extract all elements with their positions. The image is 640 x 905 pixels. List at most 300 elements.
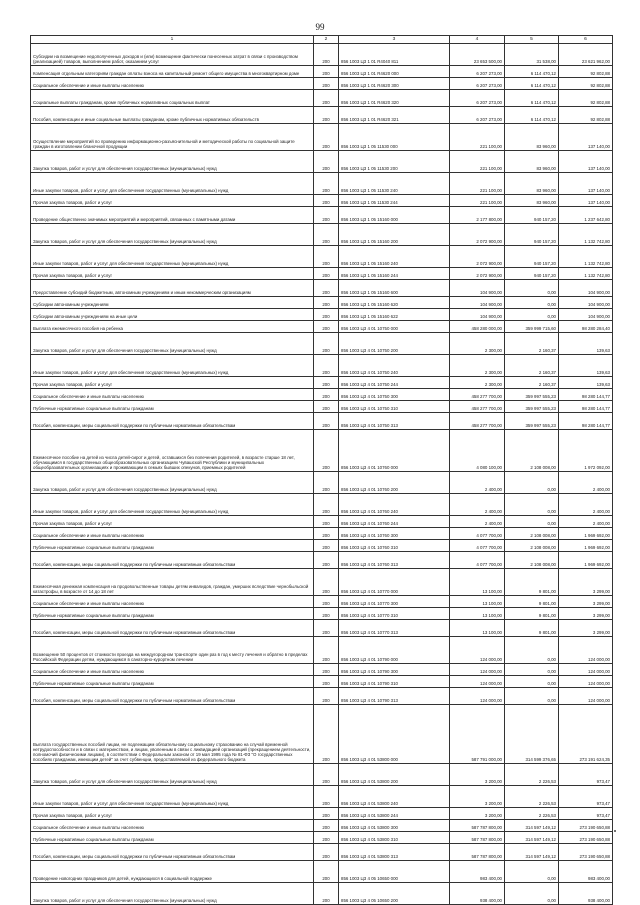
row-name-cell: Иные закупки товаров, работ и услуг для обеспечения государственных (муниципальных) нужд <box>31 494 314 516</box>
row-name-cell: Пособия, компенсации, меры социальной поддержки по публичным нормативным обязательствам <box>31 844 314 861</box>
row-admin-code-cell: 200 <box>314 90 339 107</box>
row-approved-amount-cell: 4 080 100,00 <box>450 430 505 472</box>
row-approved-amount-cell: 124 000,00 <box>450 688 505 705</box>
row-name-cell: Публичные нормативные социальные выплаты гражданам <box>31 832 314 844</box>
row-unexecuted-amount-cell: 1 969 692,00 <box>559 552 613 569</box>
row-approved-amount-cell: 221 100,00 <box>450 195 505 207</box>
row-approved-amount-cell: 124 000,00 <box>450 637 505 664</box>
row-name-cell: Социальное обеспечение и иные выплаты населению <box>31 528 314 540</box>
row-admin-code-cell: 200 <box>314 676 339 688</box>
table-row <box>31 472 613 494</box>
row-admin-code-cell: 200 <box>314 883 339 905</box>
row-name-cell: Прочая закупка товаров, работ и услуг <box>31 268 314 280</box>
column-number-2: 2 <box>314 36 339 44</box>
row-budget-code-cell: 856 1003 Ц3 4 01 10790 300 <box>339 664 450 676</box>
row-executed-amount-cell: 2 226,53 <box>505 808 559 820</box>
row-approved-amount-cell: 221 100,00 <box>450 151 505 173</box>
row-budget-code-cell: 856 1003 Ц3 4 01 10760 310 <box>339 540 450 552</box>
row-executed-amount-cell: 6 114 470,12 <box>505 90 559 107</box>
row-approved-amount-cell: 2 400,00 <box>450 516 505 528</box>
row-admin-code-cell: 200 <box>314 552 339 569</box>
row-budget-code-cell: 856 1003 Ц3 4 01 10750 240 <box>339 355 450 377</box>
row-unexecuted-amount-cell: 98 280 144,77 <box>559 389 613 401</box>
column-number-5: 5 <box>505 36 559 44</box>
row-approved-amount-cell: 124 000,00 <box>450 664 505 676</box>
row-admin-code-cell: 200 <box>314 786 339 808</box>
row-executed-amount-cell: 0,00 <box>505 309 559 321</box>
row-executed-amount-cell: 0,00 <box>505 676 559 688</box>
row-name-cell: Публичные нормативные социальные выплаты гражданам <box>31 608 314 620</box>
row-admin-code-cell: 200 <box>314 321 339 333</box>
row-approved-amount-cell: 458 277 700,00 <box>450 401 505 413</box>
row-unexecuted-amount-cell: 104 900,00 <box>559 309 613 321</box>
row-budget-code-cell: 856 1003 Ц3 1 05 11530 244 <box>339 195 450 207</box>
row-name-cell: Социальное обеспечение и иные выплаты населению <box>31 820 314 832</box>
table-row <box>31 401 613 413</box>
row-executed-amount-cell: 2 108 008,00 <box>505 430 559 472</box>
row-executed-amount-cell: 359 999 715,60 <box>505 321 559 333</box>
row-unexecuted-amount-cell: 2 400,00 <box>559 494 613 516</box>
row-unexecuted-amount-cell: 273 191 624,35 <box>559 705 613 764</box>
row-unexecuted-amount-cell: 139,63 <box>559 333 613 355</box>
row-name-cell: Пособия, компенсации, меры социальной поддержки по публичным нормативным обязательствам <box>31 413 314 430</box>
row-approved-amount-cell: 2 300,00 <box>450 377 505 389</box>
row-admin-code-cell: 200 <box>314 413 339 430</box>
budget-execution-table <box>30 35 613 905</box>
row-unexecuted-amount-cell: 92 802,88 <box>559 78 613 90</box>
row-budget-code-cell: 856 1003 Ц3 4 01 10750 000 <box>339 321 450 333</box>
row-unexecuted-amount-cell: 124 000,00 <box>559 637 613 664</box>
table-row <box>31 528 613 540</box>
row-approved-amount-cell: 458 280 000,00 <box>450 321 505 333</box>
row-name-cell: Публичные нормативные социальные выплаты гражданам <box>31 540 314 552</box>
row-unexecuted-amount-cell: 137 140,00 <box>559 173 613 195</box>
table-row <box>31 413 613 430</box>
row-name-cell: Прочая закупка товаров, работ и услуг <box>31 808 314 820</box>
table-row <box>31 676 613 688</box>
row-admin-code-cell: 200 <box>314 832 339 844</box>
row-budget-code-cell: 856 1003 Ц3 4 01 10770 000 <box>339 569 450 596</box>
row-executed-amount-cell: 0,00 <box>505 637 559 664</box>
row-name-cell: Пособия, компенсации, меры социальной поддержки по публичным нормативным обязательствам <box>31 620 314 637</box>
row-admin-code-cell: 200 <box>314 664 339 676</box>
row-name-cell: Иные закупки товаров, работ и услуг для обеспечения государственных (муниципальных) нужд <box>31 786 314 808</box>
row-approved-amount-cell: 2 072 900,00 <box>450 268 505 280</box>
row-unexecuted-amount-cell: 98 280 284,40 <box>559 321 613 333</box>
row-approved-amount-cell: 587 791 000,00 <box>450 705 505 764</box>
row-executed-amount-cell: 314 597 149,12 <box>505 820 559 832</box>
row-name-cell: Социальное обеспечение и иные выплаты населению <box>31 389 314 401</box>
table-row <box>31 377 613 389</box>
row-name-cell: Пособия, компенсации, меры социальной поддержки по публичным нормативным обязательствам <box>31 688 314 705</box>
row-unexecuted-amount-cell: 92 802,88 <box>559 90 613 107</box>
row-admin-code-cell: 200 <box>314 224 339 246</box>
row-approved-amount-cell: 2 400,00 <box>450 472 505 494</box>
table-row <box>31 688 613 705</box>
table-row <box>31 637 613 664</box>
row-name-cell: Социальное обеспечение и иные выплаты населению <box>31 78 314 90</box>
row-name-cell: Закупка товаров, работ и услуг для обеспечения государственных (муниципальных) нужд <box>31 472 314 494</box>
table-header <box>31 36 613 44</box>
row-budget-code-cell: 856 1003 Ц3 4 01 10750 300 <box>339 389 450 401</box>
row-admin-code-cell: 200 <box>314 195 339 207</box>
row-unexecuted-amount-cell: 1 969 692,00 <box>559 540 613 552</box>
row-executed-amount-cell: 0,00 <box>505 494 559 516</box>
table-row <box>31 207 613 224</box>
row-unexecuted-amount-cell: 1 132 742,80 <box>559 224 613 246</box>
row-budget-code-cell: 856 1003 Ц3 1 05 11530 240 <box>339 173 450 195</box>
row-name-cell: Публичные нормативные социальные выплаты гражданам <box>31 676 314 688</box>
row-executed-amount-cell: 6 114 470,12 <box>505 107 559 124</box>
table-row <box>31 596 613 608</box>
row-approved-amount-cell: 587 787 800,00 <box>450 844 505 861</box>
row-unexecuted-amount-cell: 98 280 144,77 <box>559 401 613 413</box>
row-approved-amount-cell: 6 207 273,00 <box>450 78 505 90</box>
table-row <box>31 151 613 173</box>
row-unexecuted-amount-cell: 3 299,00 <box>559 620 613 637</box>
table-row <box>31 608 613 620</box>
table-row <box>31 764 613 786</box>
table-row <box>31 620 613 637</box>
table-row <box>31 569 613 596</box>
row-unexecuted-amount-cell: 973,47 <box>559 808 613 820</box>
table-row <box>31 224 613 246</box>
row-budget-code-cell: 856 1003 Ц3 1 01 R4040 811 <box>339 44 450 66</box>
row-approved-amount-cell: 2 072 900,00 <box>450 224 505 246</box>
row-executed-amount-cell: 2 160,37 <box>505 355 559 377</box>
column-number-1: 1 <box>31 36 314 44</box>
row-name-cell: Проведение новогодних праздников для детей, нуждающихся в социальной поддержке <box>31 861 314 883</box>
row-budget-code-cell: 856 1003 Ц3 4 01 10750 310 <box>339 401 450 413</box>
row-name-cell: Пособия, компенсации и иные социальные выплаты гражданам, кроме публичных нормативных обязательств <box>31 107 314 124</box>
row-approved-amount-cell: 104 900,00 <box>450 280 505 297</box>
column-number-row <box>31 36 613 44</box>
row-executed-amount-cell: 2 226,53 <box>505 764 559 786</box>
row-admin-code-cell: 200 <box>314 78 339 90</box>
row-admin-code-cell: 200 <box>314 124 339 151</box>
row-executed-amount-cell: 83 960,00 <box>505 151 559 173</box>
row-budget-code-cell: 856 1003 Ц3 4 01 10770 310 <box>339 608 450 620</box>
row-approved-amount-cell: 938 400,00 <box>450 883 505 905</box>
row-budget-code-cell: 856 1003 Ц3 4 01 10760 300 <box>339 528 450 540</box>
table-row <box>31 552 613 569</box>
row-budget-code-cell: 856 1003 Ц3 4 01 10770 313 <box>339 620 450 637</box>
row-executed-amount-cell: 2 160,37 <box>505 333 559 355</box>
table-row <box>31 90 613 107</box>
table-row <box>31 883 613 905</box>
row-admin-code-cell: 200 <box>314 280 339 297</box>
row-admin-code-cell: 200 <box>314 430 339 472</box>
row-executed-amount-cell: 0,00 <box>505 861 559 883</box>
row-executed-amount-cell: 9 801,00 <box>505 620 559 637</box>
row-budget-code-cell: 856 1003 Ц3 1 01 R4620 300 <box>339 78 450 90</box>
table-row <box>31 494 613 516</box>
row-executed-amount-cell: 314 597 149,12 <box>505 832 559 844</box>
row-name-cell: Иные закупки товаров, работ и услуг для обеспечения государственных (муниципальных) нужд <box>31 173 314 195</box>
row-admin-code-cell: 200 <box>314 377 339 389</box>
row-name-cell: Предоставление субсидий бюджетным, автономным учреждениям и иным некоммерческим организациям <box>31 280 314 297</box>
row-name-cell: Социальное обеспечение и иные выплаты населению <box>31 596 314 608</box>
row-executed-amount-cell: 359 997 555,23 <box>505 401 559 413</box>
row-approved-amount-cell: 6 207 273,00 <box>450 66 505 78</box>
row-name-cell: Закупка товаров, работ и услуг для обеспечения государственных (муниципальных) нужд <box>31 883 314 905</box>
row-name-cell: Социальные выплаты гражданам, кроме публичных нормативных социальных выплат <box>31 90 314 107</box>
row-admin-code-cell: 200 <box>314 309 339 321</box>
row-approved-amount-cell: 13 100,00 <box>450 608 505 620</box>
row-executed-amount-cell: 31 538,00 <box>505 44 559 66</box>
table-row <box>31 516 613 528</box>
row-budget-code-cell: 856 1003 Ц3 1 01 R4620 321 <box>339 107 450 124</box>
row-budget-code-cell: 856 1003 Ц3 4 01 10790 313 <box>339 688 450 705</box>
row-unexecuted-amount-cell: 973,47 <box>559 764 613 786</box>
row-unexecuted-amount-cell: 1 132 742,80 <box>559 268 613 280</box>
row-admin-code-cell: 200 <box>314 401 339 413</box>
row-admin-code-cell: 200 <box>314 207 339 224</box>
row-executed-amount-cell: 0,00 <box>505 297 559 309</box>
row-unexecuted-amount-cell: 973,47 <box>559 786 613 808</box>
row-unexecuted-amount-cell: 273 190 650,88 <box>559 844 613 861</box>
row-admin-code-cell: 200 <box>314 808 339 820</box>
row-budget-code-cell: 856 1003 Ц3 1 05 11530 200 <box>339 151 450 173</box>
row-unexecuted-amount-cell: 273 190 650,88 <box>559 820 613 832</box>
column-number-4: 4 <box>450 36 505 44</box>
row-executed-amount-cell: 2 160,37 <box>505 377 559 389</box>
row-budget-code-cell: 856 1003 Ц3 1 05 15160 600 <box>339 280 450 297</box>
row-executed-amount-cell: 0,00 <box>505 883 559 905</box>
row-approved-amount-cell: 458 277 700,00 <box>450 389 505 401</box>
row-approved-amount-cell: 3 200,00 <box>450 786 505 808</box>
row-budget-code-cell: 856 1003 Ц3 4 05 10650 000 <box>339 861 450 883</box>
table-row <box>31 268 613 280</box>
row-admin-code-cell: 200 <box>314 637 339 664</box>
row-executed-amount-cell: 2 108 008,00 <box>505 540 559 552</box>
row-name-cell: Осуществление мероприятий по проведению информационно-разъяснительной и методической работы по социальной защите граждан в изготовлении бланочной продукции <box>31 124 314 151</box>
row-executed-amount-cell: 83 960,00 <box>505 173 559 195</box>
table-row <box>31 664 613 676</box>
row-unexecuted-amount-cell: 938 400,00 <box>559 883 613 905</box>
row-admin-code-cell: 200 <box>314 540 339 552</box>
row-unexecuted-amount-cell: 104 900,00 <box>559 280 613 297</box>
row-unexecuted-amount-cell: 1 972 092,00 <box>559 430 613 472</box>
row-name-cell: Закупка товаров, работ и услуг для обеспечения государственных (муниципальных) нужд <box>31 151 314 173</box>
row-admin-code-cell: 200 <box>314 151 339 173</box>
row-executed-amount-cell: 940 157,20 <box>505 224 559 246</box>
row-executed-amount-cell: 314 599 376,65 <box>505 705 559 764</box>
row-name-cell: Компенсация отдельным категориям граждан оплаты взноса на капитальный ремонт общего имущества в многоквартирном доме <box>31 66 314 78</box>
row-admin-code-cell: 200 <box>314 688 339 705</box>
row-name-cell: Выплата ежемесячного пособия на ребенка <box>31 321 314 333</box>
row-approved-amount-cell: 4 077 700,00 <box>450 552 505 569</box>
row-unexecuted-amount-cell: 124 000,00 <box>559 688 613 705</box>
row-executed-amount-cell: 9 801,00 <box>505 608 559 620</box>
row-approved-amount-cell: 2 177 800,00 <box>450 207 505 224</box>
row-budget-code-cell: 856 1003 Ц3 4 01 53800 244 <box>339 808 450 820</box>
row-budget-code-cell: 856 1003 Ц3 4 01 10750 200 <box>339 333 450 355</box>
row-admin-code-cell: 200 <box>314 389 339 401</box>
row-approved-amount-cell: 221 100,00 <box>450 124 505 151</box>
row-budget-code-cell: 856 1003 Ц3 1 01 R4620 320 <box>339 90 450 107</box>
table-row <box>31 44 613 66</box>
row-approved-amount-cell: 2 072 900,00 <box>450 246 505 268</box>
table-row <box>31 820 613 832</box>
row-admin-code-cell: 200 <box>314 764 339 786</box>
row-unexecuted-amount-cell: 23 621 962,00 <box>559 44 613 66</box>
row-name-cell: Закупка товаров, работ и услуг для обеспечения государственных (муниципальных) нужд <box>31 224 314 246</box>
row-budget-code-cell: 856 1003 Ц3 4 01 10760 240 <box>339 494 450 516</box>
row-admin-code-cell: 200 <box>314 66 339 78</box>
row-unexecuted-amount-cell: 3 299,00 <box>559 569 613 596</box>
row-unexecuted-amount-cell: 983 400,00 <box>559 861 613 883</box>
row-executed-amount-cell: 2 108 008,00 <box>505 552 559 569</box>
row-name-cell: Субсидии автономным учреждениям на иные цели <box>31 309 314 321</box>
row-admin-code-cell: 200 <box>314 173 339 195</box>
row-approved-amount-cell: 2 300,00 <box>450 355 505 377</box>
column-number-6: 6 <box>559 36 613 44</box>
row-executed-amount-cell: 359 997 555,23 <box>505 413 559 430</box>
row-executed-amount-cell: 359 997 555,23 <box>505 389 559 401</box>
row-admin-code-cell: 200 <box>314 569 339 596</box>
row-unexecuted-amount-cell: 3 299,00 <box>559 608 613 620</box>
row-admin-code-cell: 200 <box>314 705 339 764</box>
row-admin-code-cell: 200 <box>314 528 339 540</box>
row-name-cell: Публичные нормативные социальные выплаты гражданам <box>31 401 314 413</box>
row-admin-code-cell: 200 <box>314 844 339 861</box>
row-budget-code-cell: 856 1003 Ц3 4 01 53800 200 <box>339 764 450 786</box>
row-admin-code-cell: 200 <box>314 44 339 66</box>
row-admin-code-cell: 200 <box>314 107 339 124</box>
row-budget-code-cell: 856 1003 Ц3 1 05 15160 620 <box>339 297 450 309</box>
row-executed-amount-cell: 2 108 008,00 <box>505 528 559 540</box>
row-name-cell: Выплата государственных пособий лицам, не подлежащим обязательному социальному страхованию на случай временной нетрудоспособности и в связи с материнством, и лицам, уволенным в связи с ликвидацией организаций (прекращением деятельности, полномочий физическими лицами), в соответствии с Федеральным законом от 19 мая 1995 года № 81-ФЗ "О государственных пособиях гражданам, имеющим детей" за счет субвенции, предоставляемой из федерального бюджета <box>31 705 314 764</box>
column-number-3: 3 <box>339 36 450 44</box>
row-budget-code-cell: 856 1003 Ц3 1 05 15160 622 <box>339 309 450 321</box>
row-executed-amount-cell: 6 114 470,12 <box>505 78 559 90</box>
row-executed-amount-cell: 9 801,00 <box>505 569 559 596</box>
row-approved-amount-cell: 4 077 700,00 <box>450 528 505 540</box>
row-admin-code-cell: 200 <box>314 297 339 309</box>
row-unexecuted-amount-cell: 124 000,00 <box>559 664 613 676</box>
table-row <box>31 786 613 808</box>
row-name-cell: Прочая закупка товаров, работ и услуг <box>31 195 314 207</box>
row-budget-code-cell: 856 1003 Ц3 4 01 10760 313 <box>339 552 450 569</box>
row-unexecuted-amount-cell: 92 802,88 <box>559 107 613 124</box>
row-executed-amount-cell: 9 801,00 <box>505 596 559 608</box>
row-budget-code-cell: 856 1003 Ц3 4 01 53800 310 <box>339 832 450 844</box>
table-row <box>31 389 613 401</box>
row-executed-amount-cell: 0,00 <box>505 280 559 297</box>
table-row <box>31 309 613 321</box>
row-admin-code-cell: 200 <box>314 516 339 528</box>
row-budget-code-cell: 856 1003 Ц3 1 05 15160 240 <box>339 246 450 268</box>
row-admin-code-cell: 200 <box>314 268 339 280</box>
row-unexecuted-amount-cell: 92 802,88 <box>559 66 613 78</box>
row-budget-code-cell: 856 1003 Ц3 4 01 53800 240 <box>339 786 450 808</box>
row-approved-amount-cell: 104 900,00 <box>450 309 505 321</box>
row-name-cell: Прочая закупка товаров, работ и услуг <box>31 377 314 389</box>
row-approved-amount-cell: 6 207 273,00 <box>450 90 505 107</box>
row-name-cell: Ежемесячное пособие на детей из числа детей-сирот и детей, оставшихся без попечения родителей, в возрасте старше 18 лет, обучающимся в государственных общеобразовательных организациях Чувашской Республики и муниципальных общеобразовательных организациях и проживающим в семьях бывших опекунов, приемных родителей <box>31 430 314 472</box>
row-approved-amount-cell: 13 100,00 <box>450 569 505 596</box>
row-budget-code-cell: 856 1003 Ц3 4 01 10750 244 <box>339 377 450 389</box>
table-row <box>31 280 613 297</box>
row-budget-code-cell: 856 1003 Ц3 4 01 10790 000 <box>339 637 450 664</box>
row-approved-amount-cell: 124 000,00 <box>450 676 505 688</box>
table-row <box>31 195 613 207</box>
table-row <box>31 430 613 472</box>
table-row <box>31 540 613 552</box>
row-budget-code-cell: 856 1003 Ц3 4 01 10790 310 <box>339 676 450 688</box>
table-row <box>31 705 613 764</box>
page-number: 99 <box>315 22 325 32</box>
row-budget-code-cell: 856 1003 Ц3 4 01 10770 300 <box>339 596 450 608</box>
table-row <box>31 107 613 124</box>
row-budget-code-cell: 856 1003 Ц3 1 05 15160 200 <box>339 224 450 246</box>
row-name-cell: Социальное обеспечение и иные выплаты населению <box>31 664 314 676</box>
row-executed-amount-cell: 314 597 149,12 <box>505 844 559 861</box>
table-row <box>31 297 613 309</box>
row-name-cell: Ежемесячная денежная компенсация на продовольственные товары детям инвалидов, граждан, умерших вследствие чернобыльской катастрофы, в возрасте от 14 до 18 лет <box>31 569 314 596</box>
row-unexecuted-amount-cell: 139,63 <box>559 377 613 389</box>
row-unexecuted-amount-cell: 98 280 144,77 <box>559 413 613 430</box>
table-row <box>31 832 613 844</box>
row-unexecuted-amount-cell: 137 140,00 <box>559 195 613 207</box>
table-row <box>31 808 613 820</box>
row-approved-amount-cell: 2 300,00 <box>450 333 505 355</box>
table-row <box>31 173 613 195</box>
row-approved-amount-cell: 983 400,00 <box>450 861 505 883</box>
row-budget-code-cell: 856 1003 Ц3 4 05 10650 200 <box>339 883 450 905</box>
row-executed-amount-cell: 0,00 <box>505 664 559 676</box>
table-row <box>31 66 613 78</box>
row-approved-amount-cell: 13 100,00 <box>450 596 505 608</box>
row-approved-amount-cell: 587 787 800,00 <box>450 832 505 844</box>
row-budget-code-cell: 856 1003 Ц3 4 01 53800 300 <box>339 820 450 832</box>
row-executed-amount-cell: 0,00 <box>505 688 559 705</box>
row-unexecuted-amount-cell: 124 000,00 <box>559 676 613 688</box>
row-approved-amount-cell: 3 200,00 <box>450 808 505 820</box>
row-unexecuted-amount-cell: 104 900,00 <box>559 297 613 309</box>
row-executed-amount-cell: 0,00 <box>505 516 559 528</box>
row-executed-amount-cell: 83 960,00 <box>505 195 559 207</box>
row-executed-amount-cell: 2 226,53 <box>505 786 559 808</box>
row-executed-amount-cell: 940 157,20 <box>505 246 559 268</box>
row-name-cell: Возмещение 50 процентов от стоимости проезда на междугородном транспорте один раз в год к месту лечения и обратно в пределах Российской Федерации детям, нуждающимся в санаторно-курортном лечении <box>31 637 314 664</box>
table-body <box>31 44 613 905</box>
row-unexecuted-amount-cell: 1 132 742,80 <box>559 246 613 268</box>
row-budget-code-cell: 856 1003 Ц3 1 05 11530 000 <box>339 124 450 151</box>
row-approved-amount-cell: 3 200,00 <box>450 764 505 786</box>
table-row <box>31 246 613 268</box>
table-row <box>31 844 613 861</box>
page-dot-mark <box>614 830 616 832</box>
row-name-cell: Иные закупки товаров, работ и услуг для обеспечения государственных (муниципальных) нужд <box>31 246 314 268</box>
row-budget-code-cell: 856 1003 Ц3 4 01 10760 200 <box>339 472 450 494</box>
row-budget-code-cell: 856 1003 Ц3 4 01 10760 244 <box>339 516 450 528</box>
row-unexecuted-amount-cell: 273 190 650,88 <box>559 832 613 844</box>
row-unexecuted-amount-cell: 137 140,00 <box>559 151 613 173</box>
row-unexecuted-amount-cell: 1 237 642,80 <box>559 207 613 224</box>
row-name-cell: Иные закупки товаров, работ и услуг для обеспечения государственных (муниципальных) нужд <box>31 355 314 377</box>
row-admin-code-cell: 200 <box>314 596 339 608</box>
row-approved-amount-cell: 6 207 273,00 <box>450 107 505 124</box>
row-executed-amount-cell: 940 157,20 <box>505 207 559 224</box>
row-name-cell: Закупка товаров, работ и услуг для обеспечения государственных (муниципальных) нужд <box>31 764 314 786</box>
row-executed-amount-cell: 6 114 470,12 <box>505 66 559 78</box>
row-unexecuted-amount-cell: 2 400,00 <box>559 472 613 494</box>
row-admin-code-cell: 200 <box>314 620 339 637</box>
table-row <box>31 333 613 355</box>
row-executed-amount-cell: 83 960,00 <box>505 124 559 151</box>
